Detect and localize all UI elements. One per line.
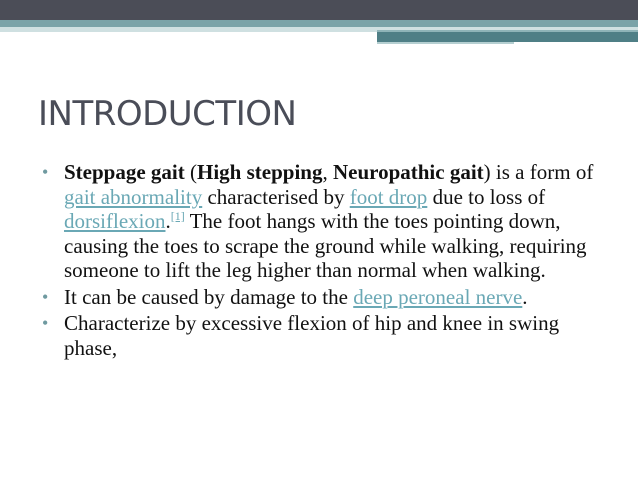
bullet-text: due to loss of	[427, 184, 546, 209]
term-link[interactable]: deep peroneal nerve	[353, 284, 523, 309]
bullet-item	[42, 311, 602, 360]
bullet-item	[42, 285, 602, 310]
bullet-text: .	[165, 209, 171, 233]
bullet-item	[42, 160, 602, 283]
slide-title: INTRODUCTION	[38, 94, 297, 134]
bold-term: High stepping	[197, 160, 323, 184]
header-accent-thin	[377, 42, 514, 44]
bold-term: Neuropathic gait	[332, 160, 484, 184]
bullet-text: ,	[322, 160, 333, 184]
bullet-text: (	[184, 160, 197, 184]
term-link[interactable]: dorsiflexion	[64, 209, 166, 233]
term-link[interactable]: gait abnormality	[64, 184, 203, 209]
bullet-text: It can be caused by damage to the	[64, 284, 354, 309]
bullet-list	[42, 160, 602, 362]
bullet-text: .	[522, 284, 528, 309]
citation-link[interactable]: [1]	[170, 209, 185, 223]
bullet-text: characterised by	[202, 184, 350, 209]
bullet-dot-icon: •	[42, 162, 49, 182]
bullet-text: The foot hangs with the toes pointing down, causing the toes to scrape the ground while walking, requiring someone to lift the leg higher than normal when walking.	[64, 209, 587, 282]
header-accent-bar	[377, 32, 638, 42]
term-link[interactable]: foot drop	[349, 184, 428, 209]
header-band-teal	[0, 20, 638, 27]
bold-term: Steppage gait	[64, 160, 185, 184]
bullet-text: ) is a form of	[483, 160, 594, 184]
bullet-dot-icon: •	[42, 313, 49, 333]
bullet-text: Characterize by excessive flexion of hip and knee in swing phase,	[64, 311, 560, 360]
bullet-dot-icon: •	[42, 286, 49, 307]
header-band-dark	[0, 0, 638, 20]
